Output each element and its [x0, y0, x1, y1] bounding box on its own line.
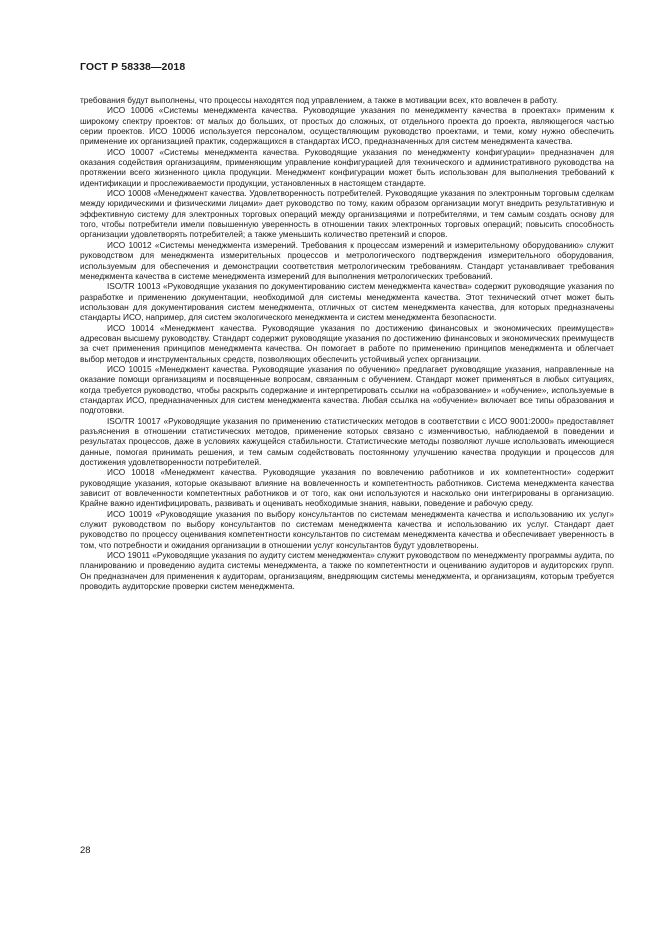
paragraph-iso-10018: ИСО 10018 «Менеджмент качества. Руководящие указания по вовлечению работников и их компетентности» содержит руководящие указания, которые оказывают влияние на вовлеченность и компетентность работников. Система менеджмента качества зависит от вовлеченности компетентных работников и от того, как они используются и насколько они интегрированы в организацию. Крайне важно идентифицировать, развивать и оценивать необходимые знания, навыки, поведение и рабочую среду.	[80, 467, 614, 509]
paragraph-iso-19011: ИСО 19011 «Руководящие указания по аудиту систем менеджмента» служит руководством по менеджменту программы аудита, по планированию и проведению аудита системы менеджмента, а также по компетентности и оцениванию аудиторов и аудиторских групп. Он предназначен для применения к аудиторам, организациям, внедряющим системы менеджмента, и организациям, которым требуется проводить аудиторские проверки систем менеджмента.	[80, 550, 615, 592]
document-header: ГОСТ Р 58338—2018	[80, 61, 186, 73]
paragraph-iso-10012: ИСО 10012 «Системы менеджмента измерений. Требования к процессам измерений и измерительному оборудованию» служит руководством для менеджмента измерительных процессов и метрологического подтверждения измерительного оборудования, используемым для обеспечения и демонстрации соответствия метрологическим требованиям. Стандарт устанавливает требования менеджмента качества в системе менеджмента измерений для выполнения метрологических требований.	[80, 239, 614, 281]
paragraph-iso-tr-10017: ISO/TR 10017 «Руководящие указания по применению статистических методов в соответствии с ИСО 9001:2000» предоставляет разъяснения в отношении статистических методов, применение которых связано с изменчивостью, наблюдаемой в поведении и результатах процессов, даже в условиях кажущейся стабильности. Статистические методы позволяют лучше использовать имеющиеся данные, помогая принимать решения, и тем самым содействовать постоянному улучшению качества продукции и процессов для достижения удовлетворенности потребителей.	[80, 415, 614, 468]
paragraph-iso-10008: ИСО 10008 «Менеджмент качества. Удовлетворенность потребителей. Руководящие указания по электронным торговым сделкам между юридическими и физическими лицами» дает руководство по тому, каким образом организации могут внедрить результативную и эффективную систему для электронных торговых операций между организациями и потребителями, и тем самым создать основу для того, чтобы потребители имели повышенную уверенность в отношении таких электронных торговых операций; повысить способность организации удовлетворять потребителей; а также уменьшить количество претензий и споров.	[80, 188, 614, 240]
paragraph-continuation: требования будут выполнены, что процессы находятся под управлением, а также в мотивации всех, кто вовлечен в работу.	[80, 95, 558, 105]
document-body	[80, 95, 614, 592]
paragraph-iso-10015: ИСО 10015 «Менеджмент качества. Руководящие указания по обучению» предлагает руководящие указания, направленные на оказание помощи организациям и посвященные вопросам, связанным с обучением. Стандарт может применяться в любых ситуациях, когда требуется руководство, чтобы раскрыть содержание и интерпретировать ссылки на «образование» и «обучение», используемые в стандартах ИСО, предназначенных для систем менеджмента качества. Любая ссылка на «обучение» включает все типы образования и подготовки.	[80, 363, 614, 416]
page-number: 28	[80, 845, 91, 856]
paragraph-iso-10007: ИСО 10007 «Системы менеджмента качества. Руководящие указания по менеджменту конфигурации» предназначен для оказания содействия организациям, применяющим управление конфигурацией для технического и административного руководства на протяжении всего жизненного цикла продукции. Менеджмент конфигурации может быть использован для выполнения требований к идентификации и прослеживаемости продукции, установленных в настоящем стандарте.	[80, 146, 614, 188]
paragraph-iso-10019: ИСО 10019 «Руководящие указания по выбору консультантов по системам менеджмента качества и использованию их услуг» служит руководством по выбору консультантов по системам менеджмента качества и использованию их услуг. Стандарт дает руководство по процессу оценивания компетентности консультантов по системам менеджмента качества и обеспечивает уверенность в том, что потребности и ожидания организации в отношении услуг консультантов будут удовлетворены.	[80, 508, 614, 550]
paragraph-iso-10014: ИСО 10014 «Менеджмент качества. Руководящие указания по достижению финансовых и экономических преимуществ» адресован высшему руководству. Стандарт содержит руководящие указания по достижению финансовых и экономических преимуществ за счет применения принципов менеджмента качества. Он помогает в работе по применению принципов менеджмента и облегчает выбор методов и инструментальных средств, позволяющих обеспечить устойчивый успех организации.	[80, 322, 614, 364]
paragraph-iso-10006: ИСО 10006 «Системы менеджмента качества. Руководящие указания по менеджменту качества в проектах» применим к широкому спектру проектов: от малых до больших, от простых до сложных, от отдельного проекта до проекта, являющегося частью серии проектов. ИСО 10006 используется персоналом, осуществляющим руководство проектами, и теми, кому нужно обеспечить применение их организацией практик, содержащихся в стандартах ИСО, предназначенных для систем менеджмента качества.	[80, 105, 614, 147]
paragraph-iso-tr-10013: ISO/TR 10013 «Руководящие указания по документированию систем менеджмента качества» содержит руководящие указания по разработке и применению документации, необходимой для системы менеджмента качества. Этот технический отчет может быть использован для документирования систем менеджмента, отличных от систем менеджмента качества, для которых предназначены стандарты ИСО, например, для систем экологического менеджмента и систем менеджмента безопасности.	[80, 281, 614, 323]
